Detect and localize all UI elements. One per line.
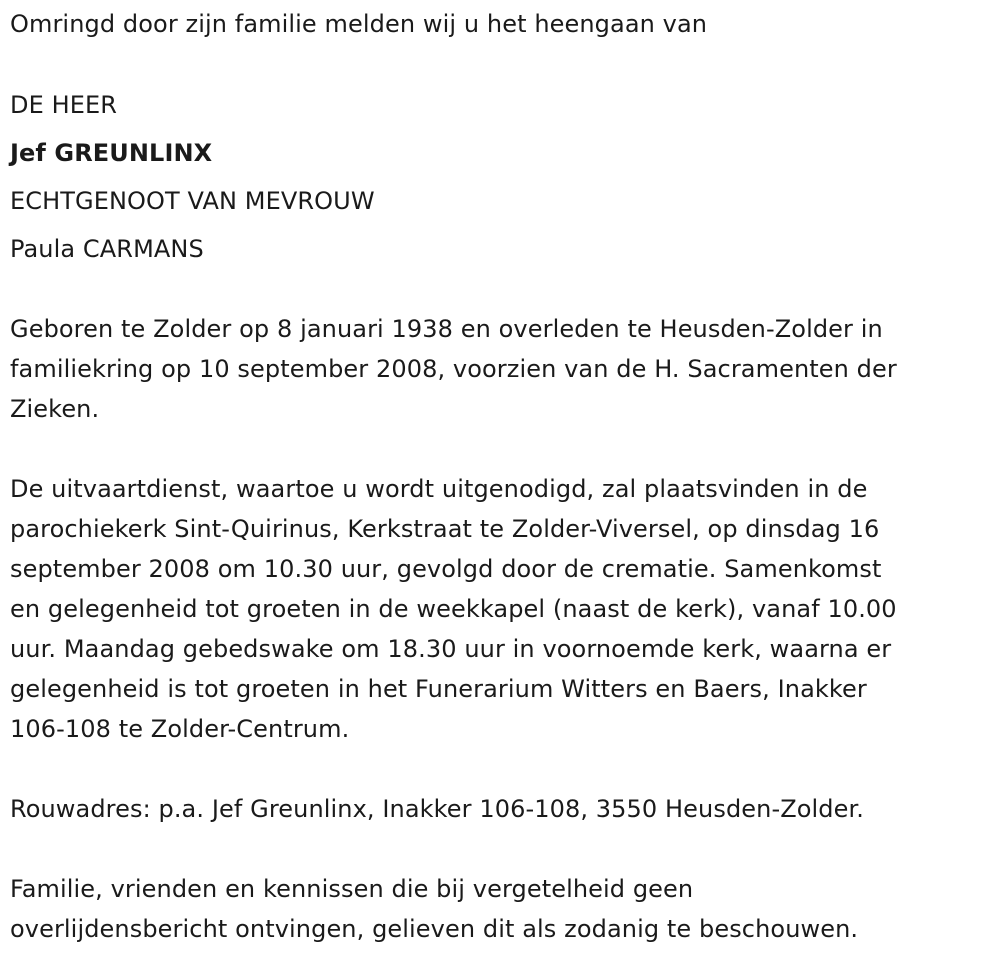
intro-text: Omringd door zijn familie melden wij u het heengaan van	[10, 10, 708, 38]
ceremony-line-5: uur. Maandag gebedswake om 18.30 uur in voornoemde kerk, waarna er	[10, 635, 892, 663]
spouse-prefix: ECHTGENOOT VAN MEVROUW	[10, 187, 375, 215]
ceremony-line-1: De uitvaartdienst, waartoe u wordt uitgenodigd, zal plaatsvinden in de	[10, 475, 868, 503]
closing-line-2: overlijdensbericht ontvingen, gelieven dit als zodanig te beschouwen.	[10, 915, 859, 943]
deceased-name: Jef GREUNLINX	[10, 139, 213, 167]
ceremony-line-2: parochiekerk Sint-Quirinus, Kerkstraat te Zolder-Viversel, op dinsdag 16	[10, 515, 880, 543]
birth-death-line-3: Zieken.	[10, 395, 100, 423]
birth-death-line-1: Geboren te Zolder op 8 januari 1938 en overleden te Heusden-Zolder in	[10, 315, 883, 343]
title-prefix: DE HEER	[10, 91, 118, 119]
spouse-name: Paula CARMANS	[10, 235, 204, 263]
birth-death-line-2: familiekring op 10 september 2008, voorzien van de H. Sacramenten der	[10, 355, 897, 383]
ceremony-line-3: september 2008 om 10.30 uur, gevolgd door de crematie. Samenkomst	[10, 555, 882, 583]
mourning-address: Rouwadres: p.a. Jef Greunlinx, Inakker 106-108, 3550 Heusden-Zolder.	[10, 795, 864, 823]
ceremony-line-7: 106-108 te Zolder-Centrum.	[10, 715, 350, 743]
ceremony-line-6: gelegenheid is tot groeten in het Funerarium Witters en Baers, Inakker	[10, 675, 867, 703]
ceremony-line-4: en gelegenheid tot groeten in de weekkapel (naast de kerk), vanaf 10.00	[10, 595, 897, 623]
closing-line-1: Familie, vrienden en kennissen die bij vergetelheid geen	[10, 875, 694, 903]
